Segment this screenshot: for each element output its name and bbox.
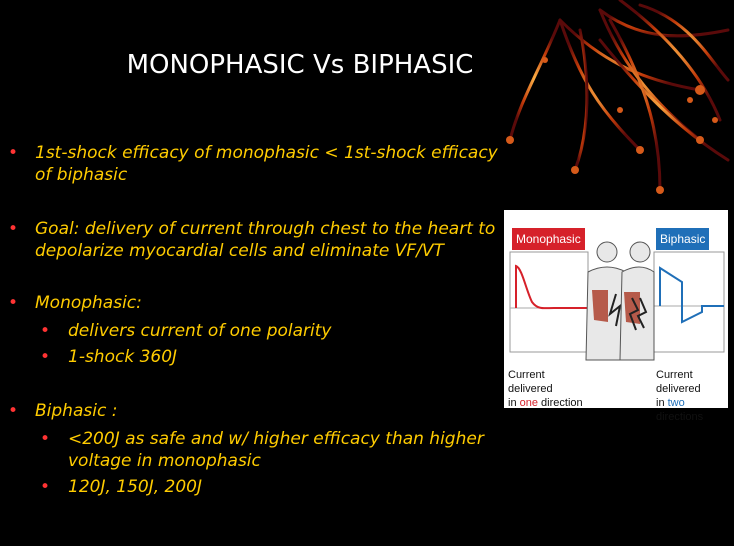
biphasic-waveform-box xyxy=(654,252,724,352)
caption-highlight: one xyxy=(519,397,538,409)
sub-bullet-item xyxy=(40,476,510,498)
bullet-dot-icon: • xyxy=(40,347,51,367)
bullet-item xyxy=(8,142,508,186)
monophasic-caption xyxy=(508,368,586,410)
monophasic-waveform-box xyxy=(510,252,588,352)
bullet-item xyxy=(8,218,508,262)
fireworks-decoration xyxy=(510,0,728,190)
slide-title: MONOPHASIC Vs BIPHASIC xyxy=(126,50,474,80)
caption-line: Current delivered xyxy=(656,369,701,395)
caption-text: directions xyxy=(656,411,704,423)
torso-figure-biphasic xyxy=(620,242,654,360)
sub-bullet-item xyxy=(40,320,510,342)
caption-line: Current delivered xyxy=(508,369,553,395)
caption-highlight: two xyxy=(667,397,685,409)
bullet-text: Goal: delivery of current through chest to the heart to depolarize myocardial cells and eliminate VF/VT xyxy=(35,219,496,261)
caption-line xyxy=(508,396,586,410)
caption-line xyxy=(656,396,734,424)
biphasic-label: Biphasic xyxy=(656,228,709,250)
bullet-dot-icon: • xyxy=(8,143,19,163)
bullet-item xyxy=(8,292,508,314)
bullet-dot-icon: • xyxy=(40,477,51,497)
sub-bullet-text: <200J as safe and w/ higher efficacy than higher voltage in monophasic xyxy=(68,429,484,471)
sub-bullet-text: 120J, 150J, 200J xyxy=(68,477,202,497)
caption-text: direction xyxy=(537,397,583,409)
sub-bullet-text: 1-shock 360J xyxy=(68,347,178,367)
bullet-item xyxy=(8,400,508,422)
sub-bullet-text: delivers current of one polarity xyxy=(68,321,332,341)
monophasic-label: Monophasic xyxy=(512,228,585,250)
defibrillation-diagram xyxy=(504,210,728,423)
bullet-dot-icon: • xyxy=(40,321,51,341)
sub-bullet-item xyxy=(40,346,510,368)
biphasic-caption xyxy=(656,368,734,424)
bullet-text: Monophasic: xyxy=(35,293,142,313)
bullet-dot-icon: • xyxy=(8,401,19,421)
bullet-text: Biphasic : xyxy=(35,401,118,421)
bullet-dot-icon: • xyxy=(40,429,51,449)
bullet-text: 1st-shock efficacy of monophasic < 1st-shock efficacy of biphasic xyxy=(35,143,498,185)
bullet-dot-icon: • xyxy=(8,293,19,313)
caption-text: in xyxy=(656,397,668,409)
caption-text: in xyxy=(508,397,520,409)
bullet-dot-icon: • xyxy=(8,219,19,239)
sub-bullet-item xyxy=(40,428,510,472)
